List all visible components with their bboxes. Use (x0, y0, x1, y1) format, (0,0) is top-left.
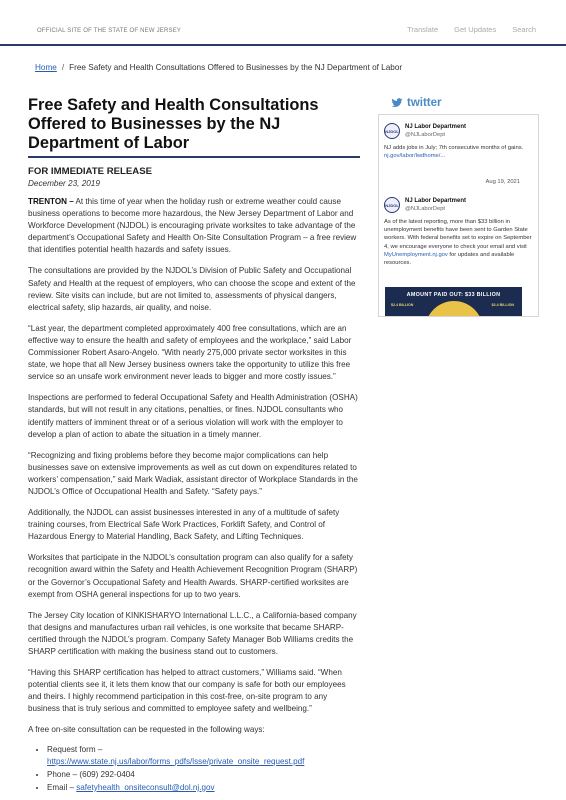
release-date: December 23, 2019 (28, 179, 100, 188)
list-item: • Phone – (609) 292-0404 (47, 769, 360, 781)
paragraph: Additionally, the NJDOL can assist businesses interested in any of a multitude of safety training courses, from Electrical Safe Work Practices, Forklift Safety, and Control of Hazardous Energy to Material Handling, Back Safety, and Lifting Techniques. (28, 508, 340, 542)
promo-left-figure: $2.4 BILLION (391, 303, 414, 307)
paragraph: “Recognizing and fixing problems before they become major complications can help businesses save on extensive improvements as well as cut down on expenditures related to workers’ compensation,” said Mark Wadiak, assistant director of Workplace Standards in the NJDOL’s Office of Occupational Health and Safety. “Safety pays.” (28, 450, 358, 496)
paragraph: “Last year, the department completed approximately 400 free consultations, which are an effective way to ensure the health and safety of employees and the workplace,” said Labor Commissioner Robert Asaro-Angelo. “With nearly 275,000 private sector worksites in this state, we hope that all New Jersey business owners take the opportunity to utilize this free service so an unsafe work environment never leads to bigger and more costly issues.” (28, 323, 352, 382)
list-item: • Email – safetyhealth_onsiteconsult@dol.nj.gov (47, 782, 360, 794)
paragraph: The Jersey City location of KINKISHARYO International L.L.C., a California-based company that designs and manufactures urban rail vehicles, is one worksite that became SHARP-certified through the NJDOL’s program. Company Safety Manager Bob Williams credits the SHARP certification with making the business stand out to customers. (28, 610, 357, 656)
avatar[interactable]: NJDOL (384, 123, 400, 139)
tweet[interactable] (379, 197, 539, 267)
site-header (0, 0, 566, 46)
tweet-link[interactable]: nj.gov/labor/lwdhome/... (384, 153, 446, 160)
tweet[interactable] (379, 123, 539, 160)
dateline: TRENTON – (28, 197, 74, 206)
twitter-bird-icon (391, 97, 403, 109)
promo-dial-graphic (425, 301, 483, 317)
translate-link[interactable]: Translate (407, 25, 439, 34)
promo-right-figure: $2.4 BILLION (491, 303, 514, 307)
breadcrumb (35, 63, 402, 72)
article-body (28, 196, 360, 794)
tweet-text: As of the latest reporting, more than $33 billion in unemployment benefits have been sent to Garden State workers. With federal benefits set to expire on September 4, we encourage everyone to check your email and visit MyUnemployment.nj.gov for updates and available resources. (384, 219, 532, 267)
tweet-link[interactable]: MyUnemployment.nj.gov (384, 251, 448, 258)
official-site-label: OFFICIAL SITE OF THE STATE OF NEW JERSEY (37, 28, 182, 34)
paragraph: The consultations are provided by the NJDOL’s Division of Public Safety and Occupational Safety and Health at the request of employers, who can choose the scope and extent of the review. Site visits can include, but are not limited to, assessments of physical dangers, electrical safety, slip hazards, air quality, and noise. (28, 266, 356, 312)
tweet-author-name[interactable]: NJ Labor Department (405, 124, 467, 130)
paragraph: “Having this SHARP certification has helped to attract customers,” Williams said. “When potential clients see it, it lets them know that our company is safe for both our employees and theirs. I highly recommend participation in this cost-free, on-site program to any business that is truly serious and committed to employee safety and wellbeing.” (28, 668, 346, 714)
email-link[interactable]: safetyhealth_onsiteconsult@dol.nj.gov (76, 782, 215, 792)
avatar[interactable]: NJDOL (384, 197, 400, 213)
press-release-article (28, 96, 360, 795)
header-nav (407, 25, 536, 34)
release-label: FOR IMMEDIATE RELEASE (28, 166, 153, 177)
breadcrumb-home-link[interactable]: Home (35, 63, 57, 72)
twitter-heading[interactable] (391, 97, 442, 109)
request-form-link[interactable]: https://www.state.nj.us/labor/forms_pdfs/lsse/private_onsite_request.pdf (47, 756, 305, 766)
tweet-author-name[interactable]: NJ Labor Department (405, 198, 467, 204)
tweet-media-image[interactable] (385, 287, 522, 317)
breadcrumb-separator: / (61, 63, 65, 72)
twitter-heading-label: twitter (407, 97, 442, 109)
breadcrumb-current: Free Safety and Health Consultations Offered to Businesses by the NJ Department of Labor (69, 63, 403, 72)
promo-title: AMOUNT PAID OUT: $33 BILLION (406, 292, 501, 298)
tweet-date[interactable]: Aug 19, 2021 (485, 179, 520, 185)
tweet-text: NJ adds jobs in July; 7th consecutive months of gains. nj.gov/labor/lwdhome/... (384, 145, 524, 160)
list-item: • Request form – https://www.state.nj.us/labor/forms_pdfs/lsse/private_onsite_request.pdf (47, 744, 360, 768)
tweet-author-handle[interactable]: @NJLaborDept (405, 132, 446, 138)
paragraph: TRENTON – At this time of year when the holiday rush or extreme weather could cause business operations to become more hazardous, the New Jersey Department of Labor and Workforce Development (NJDOL) is encouraging private worksites to take advantage of the department’s Occupational Safety and Health On-Site Consultation Program – a free review that identifies potential health hazards and safety issues. (28, 197, 357, 255)
search-link[interactable]: Search (512, 25, 536, 34)
get-updates-link[interactable]: Get Updates (454, 25, 497, 34)
paragraph: Worksites that participate in the NJDOL’s consultation program can also qualify for a safety recognition award within the Safety and Health Achievement Recognition Program (SHARP) or the Governor’s Occupational Safety and Health Awards. SHARP-certified worksites are exempt from OSHA general inspections for up to two years. (28, 553, 358, 599)
contact-list (47, 744, 360, 794)
paragraph: Inspections are performed to federal Occupational Safety and Health Administration (OSHA) standards, but will not result in any citations, penalties, or fines. NJDOL consultants who identify matters of imminent threat or of a serious violation will work with the employer to develop a plan of action to abate the situation in a timely manner. (28, 393, 358, 439)
twitter-timeline[interactable] (378, 114, 539, 317)
paragraph: A free on-site consultation can be requested in the following ways: (28, 725, 265, 735)
page-title: Free Safety and Health Consultations Offered to Businesses by the NJ Department of Labor (28, 96, 360, 158)
tweet-author-handle[interactable]: @NJLaborDept (405, 206, 446, 212)
